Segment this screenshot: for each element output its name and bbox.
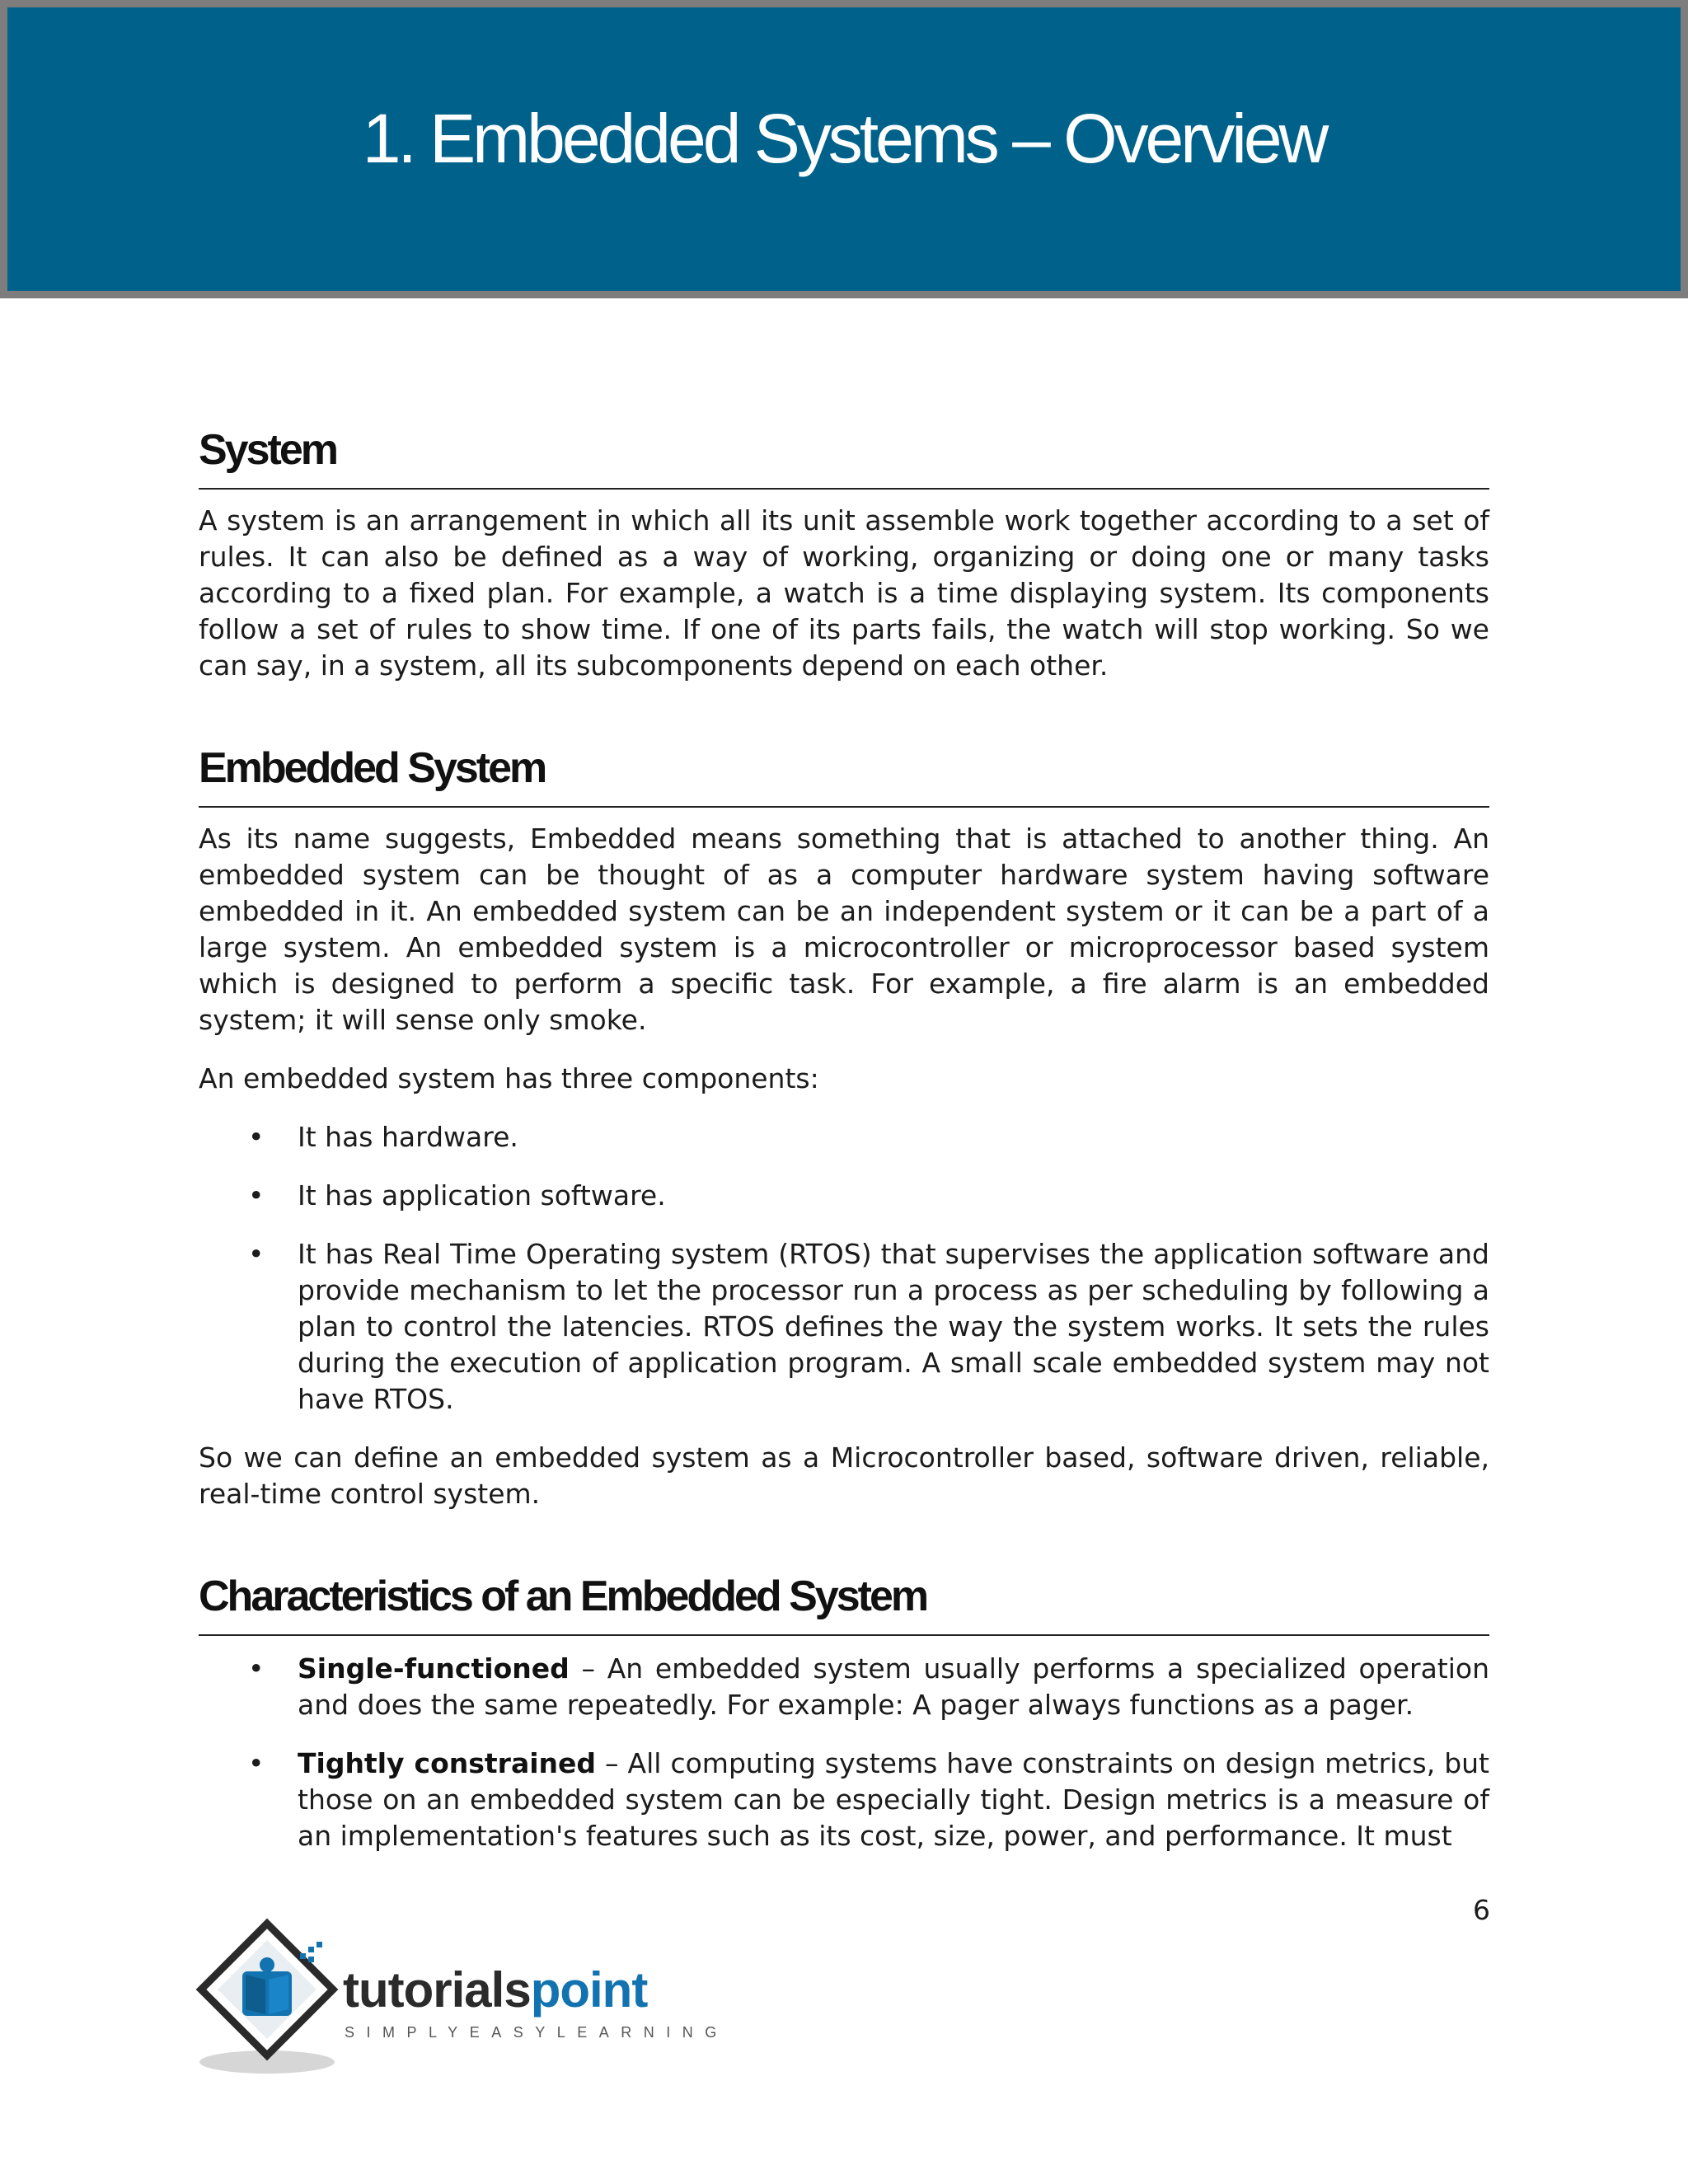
list-item xyxy=(199,1236,1489,1418)
embedded-paragraph-components-intro: An embedded system has three components: xyxy=(199,1062,819,1094)
components-list xyxy=(199,1119,1489,1418)
embedded-paragraph-summary: So we can define an embedded system as a Microcontroller based, software driven, reliable, real-time control system. xyxy=(199,1441,1489,1510)
list-item xyxy=(199,1746,1489,1854)
logo-tagline: SIMPLYEASYLEARNING xyxy=(345,2024,729,2041)
list-item-text: It has application software. xyxy=(298,1179,666,1212)
characteristic-term: Single-functioned xyxy=(298,1652,570,1685)
page-content xyxy=(199,422,1489,1854)
list-item xyxy=(199,1119,1489,1155)
characteristics-list xyxy=(199,1651,1489,1854)
logo-word-blue: point xyxy=(530,1962,648,2018)
logo-wordmark xyxy=(343,1961,647,2019)
characteristic-term: Tightly constrained xyxy=(298,1747,597,1779)
section-heading-system: System xyxy=(199,422,1489,490)
bullet-icon: • xyxy=(248,1652,265,1685)
list-item xyxy=(199,1651,1489,1723)
list-item xyxy=(199,1178,1489,1214)
characteristic-description: – An embedded system usually performs a specialized operation and does the same repeatedly. For example: A pager always functions as a pager. xyxy=(298,1652,1489,1721)
list-item-text: It has hardware. xyxy=(298,1121,518,1153)
chapter-title: 1. Embedded Systems – Overview xyxy=(362,100,1326,177)
section-heading-characteristics: Characteristics of an Embedded System xyxy=(199,1568,1489,1636)
bullet-icon: • xyxy=(248,1121,265,1153)
bullet-icon: • xyxy=(248,1179,265,1212)
characteristic-description: – All computing systems have constraints on design metrics, but those on an embedded system can be especially tight. Design metrics is a measure of an implementation's features such as its cost, size, power, and performance. It must xyxy=(298,1747,1489,1852)
tutorialspoint-logo xyxy=(195,1917,729,2082)
list-item-text: It has Real Time Operating system (RTOS) that supervises the application software and provide mechanism to let the processor run a process as per scheduling by following a plan to control the latencies. RTOS defines the way the system works. It sets the rules during the execution of application program. A small scale embedded system may not have RTOS. xyxy=(298,1238,1489,1415)
bullet-icon: • xyxy=(248,1238,265,1270)
section-heading-embedded-system: Embedded System xyxy=(199,740,1489,808)
embedded-paragraph-definition: As its name suggests, Embedded means something that is attached to another thing. An embedded system can be thought of as a computer hardware system having software embedded in it. An embedded system can be an independent system or it can be a part of a large system. An embedded system is a microcontroller or microprocessor based system which is designed to perform a specific task. For example, a fire alarm is an embedded system; it will sense only smoke. xyxy=(199,823,1489,1036)
system-paragraph: A system is an arrangement in which all its unit assemble work together according to a set of rules. It can also be defined as a way of working, organizing or doing one or many tasks according to a fixed plan. For example, a watch is a time displaying system. Its components follow a set of rules to show time. If one of its parts fails, the watch will stop working. So we can say, in a system, all its subcomponents depend on each other. xyxy=(199,504,1489,682)
page-number: 6 xyxy=(1473,1894,1490,1926)
chapter-banner xyxy=(0,0,1688,298)
bullet-icon: • xyxy=(248,1747,265,1779)
logo-word-dark: tutorials xyxy=(343,1962,531,2018)
